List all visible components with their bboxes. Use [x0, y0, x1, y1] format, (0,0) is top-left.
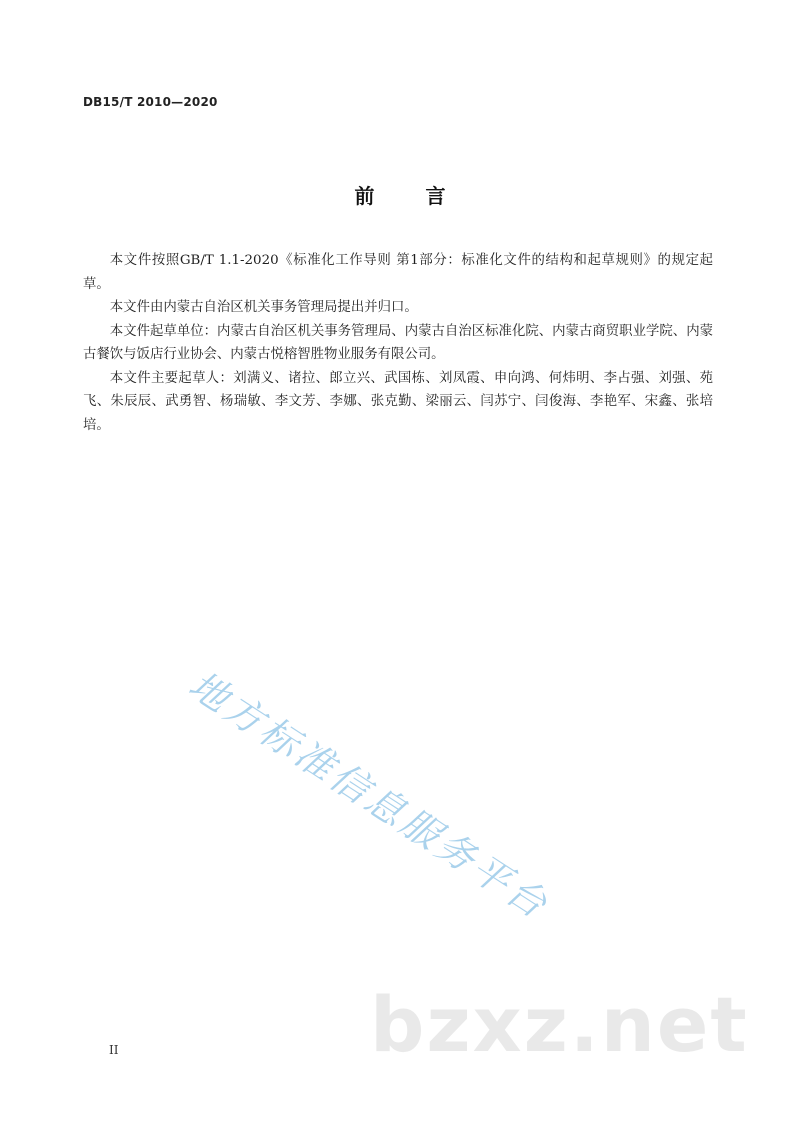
paragraph-drafters: 本文件主要起草人：刘满义、诸拉、郎立兴、武国栋、刘凤霞、申向鸿、何炜明、李占强、刘强、苑飞、朱辰辰、武勇智、杨瑞敏、李文芳、李娜、张克勤、梁丽云、闫苏宁、闫俊海、李艳军、宋鑫、张培培。	[83, 370, 713, 433]
paragraph-drafting-units: 本文件起草单位：内蒙古自治区机关事务管理局、内蒙古自治区标准化院、内蒙古商贸职业学院、内蒙古餐饮与饭店行业协会、内蒙古悦榕智胜物业服务有限公司。	[83, 323, 713, 362]
section-title: 前 言	[354, 184, 468, 208]
paragraph-proposer: 本文件由内蒙古自治区机关事务管理局提出并归口。	[109, 300, 418, 315]
platform-watermark: 地方标准信息服务平台	[181, 662, 558, 929]
document-code: DB15/T 2010—2020	[83, 95, 218, 109]
paragraph-drafting-rules: 本文件按照GB/T 1.1-2020《标准化工作导则 第1部分：标准化文件的结构和起草规则》的规定起草。	[83, 253, 713, 292]
foreword-body	[83, 249, 713, 437]
site-watermark: bzxz.net	[370, 980, 749, 1069]
page-number: II	[109, 1043, 119, 1057]
